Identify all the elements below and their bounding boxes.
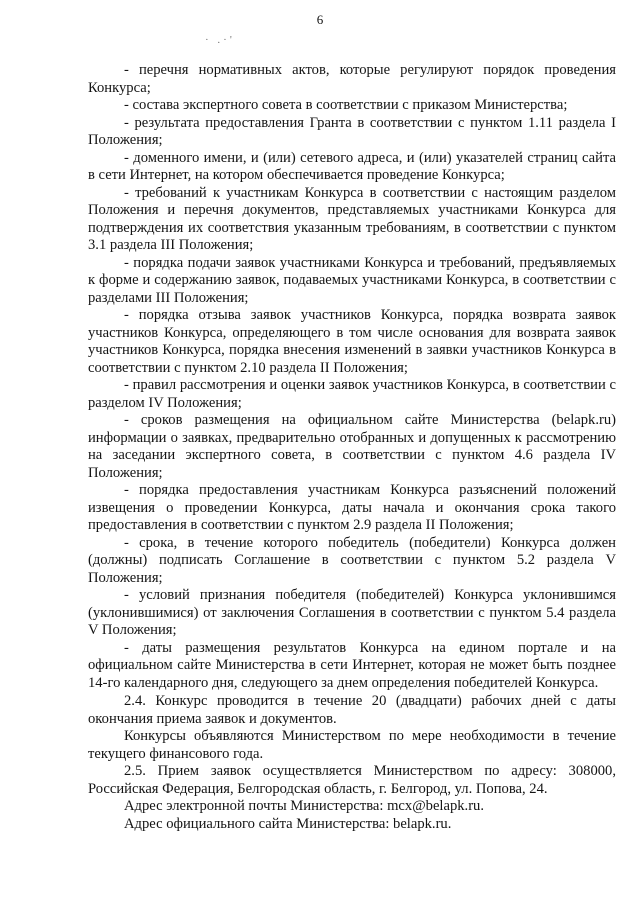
paragraph: - порядка подачи заявок участниками Конкурса и требований, предъявляемых к форме и содержанию заявок, подаваемых участниками Конкурса, в соответствии с разделами III Положения; xyxy=(88,254,616,306)
paragraph: - результата предоставления Гранта в соответствии с пунктом 1.11 раздела I Положения; xyxy=(88,114,616,148)
paragraph: - сроков размещения на официальном сайте Министерства (belapk.ru) информации о заявках, предварительно отобранных и допущенных к рассмотрению на заседании экспертного совета, в соответствии с пунктом 4.6 раздела IV Положения; xyxy=(88,412,616,481)
paragraph: - требований к участникам Конкурса в соответствии с настоящим разделом Положения и перечня документов, представляемых участниками Конкурса для подтверждения их соответствия указанным требованиям, в соответствии с пунктом 3.1 раздела III Положения; xyxy=(88,184,616,253)
paragraph: Конкурсы объявляются Министерством по мере необходимости в течение текущего финансового года. xyxy=(88,728,616,762)
website-line: Адрес официального сайта Министерства: belapk.ru. xyxy=(124,815,452,832)
paragraph: - даты размещения результатов Конкурса на едином портале и на официальном сайте Министерства в сети Интернет, которая не может быть позднее 14-го календарного дня, следующего за днем определения победителей Конкурса. xyxy=(88,639,616,691)
paragraph: - условий признания победителя (победителей) Конкурса уклонившимся (уклонившимися) от заключения Соглашения в соответствии с пунктом 5.4 раздела V Положения; xyxy=(88,587,616,638)
paragraph-section-2-5: 2.5. Прием заявок осуществляется Министерством по адресу: 308000, Российская Федерация, Белгородская область, г. Белгород, ул. Попова, 24. xyxy=(88,763,616,797)
paragraph: - срока, в течение которого победитель (победители) Конкурса должен (должны) подписать Соглашение в соответствии с пунктом 5.2 раздела V Положения; xyxy=(88,534,616,586)
paragraph: - правил рассмотрения и оценки заявок участников Конкурса, в соответствии с разделом IV Положения; xyxy=(88,377,616,411)
scan-marks: · .·' xyxy=(205,34,235,46)
paragraph: - порядка предоставления участникам Конкурса разъяснений положений извещения о проведении Конкурса, даты начала и окончания срока такого предоставления в соответствии с пунктом 2.9 раздела II Положения; xyxy=(88,482,616,533)
paragraph: - доменного имени, и (или) сетевого адреса, и (или) указателей страниц сайта в сети Интернет, на котором обеспечивается проведение Конкурса; xyxy=(88,149,616,183)
email-line: Адрес электронной почты Министерства: mcx@belapk.ru. xyxy=(124,798,484,814)
paragraph: - перечня нормативных актов, которые регулируют порядок проведения Конкурса; xyxy=(88,62,616,96)
document-body xyxy=(88,62,616,833)
page-number: 6 xyxy=(316,12,324,27)
paragraph-section-2-4: 2.4. Конкурс проводится в течение 20 (двадцати) рабочих дней с даты окончания приема заявок и документов. xyxy=(88,693,616,727)
paragraph: - порядка отзыва заявок участников Конкурса, порядка возврата заявок участников Конкурса, определяющего в том числе основания для возврата заявок участников Конкурса, порядка внесения изменений в заявки участников Конкурса в соответствии с пунктом 2.10 раздела II Положения; xyxy=(88,307,616,376)
paragraph: - состава экспертного совета в соответствии с приказом Министерства; xyxy=(124,97,568,113)
